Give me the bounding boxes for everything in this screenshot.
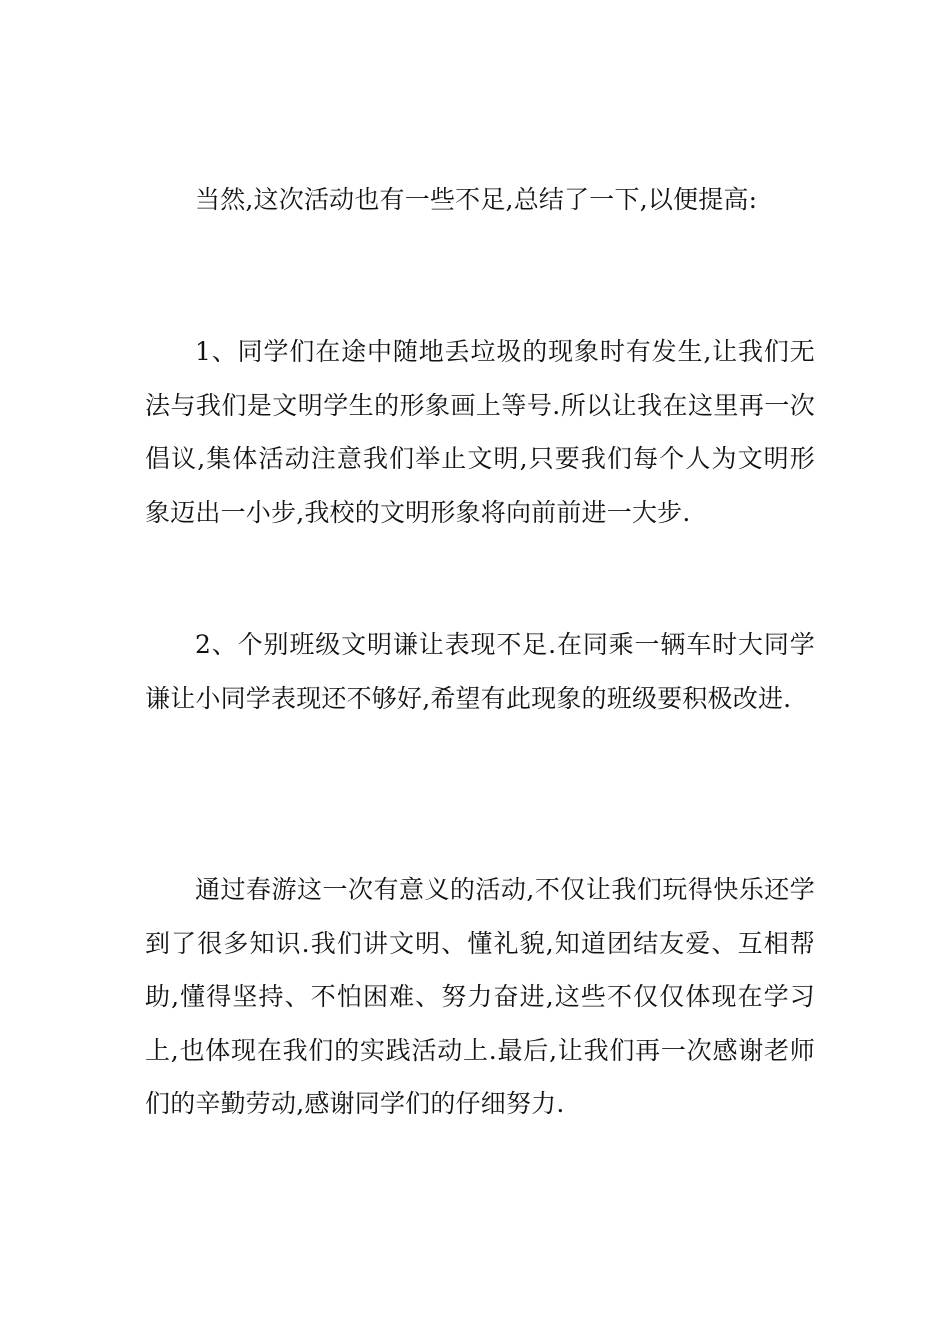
paragraph-point-1: 1、同学们在途中随地丢垃圾的现象时有发生,让我们无法与我们是文明学生的形象画上等号.所以让我在这里再一次倡议,集体活动注意我们举止文明,只要我们每个人为文明形象迈出一小步,我校的文明形象将向前前进一大步. [145,337,815,527]
paragraph-point-2: 2、个别班级文明谦让表现不足.在同乘一辆车时大同学谦让小同学表现还不够好,希望有此现象的班级要积极改进. [145,630,815,713]
paragraph-shortcomings-intro: 当然,这次活动也有一些不足,总结了一下,以便提高: [195,185,758,214]
paragraph-conclusion: 通过春游这一次有意义的活动,不仅让我们玩得快乐还学到了很多知识.我们讲文明、懂礼貌,知道团结友爱、互相帮助,懂得坚持、不怕困难、努力奋进,这些不仅仅体现在学习上,也体现在我们的实践活动上.最后,让我们再一次感谢老师们的辛勤劳动,感谢同学们的仔细努力. [145,875,815,1118]
